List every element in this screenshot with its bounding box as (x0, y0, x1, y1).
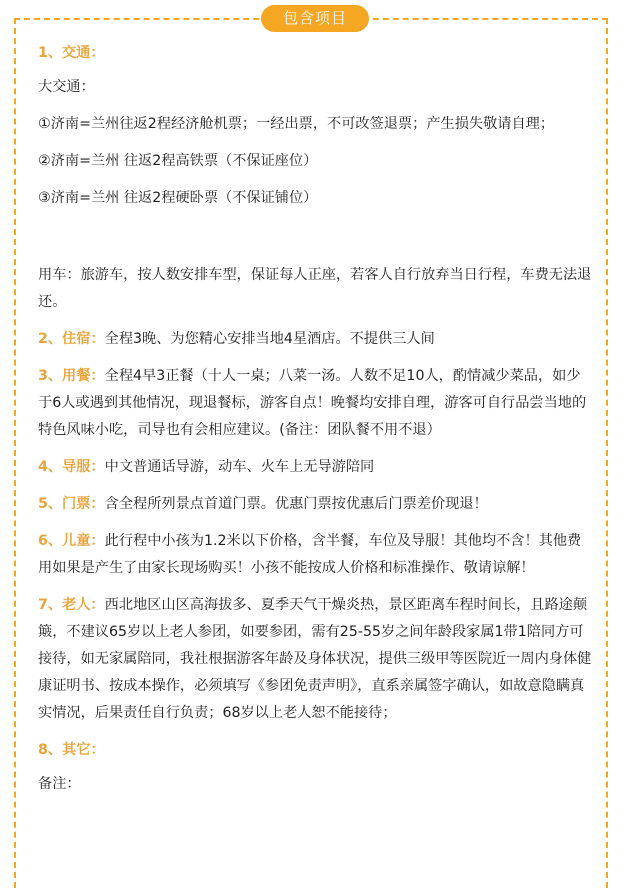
child-text: 此行程中小孩为1.2米以下价格，含半餐，车位及导服！其他均不含！其他费用如果是产生了由家长现场购买！小孩不能按成人价格和标准操作、敬请谅解！ (38, 533, 582, 576)
child-row (38, 528, 593, 582)
other-note: 备注： (38, 776, 81, 792)
included-items-content (38, 40, 593, 798)
traffic-item-3: ③济南=兰州 往返2程硬卧票（不保证铺位） (38, 190, 318, 206)
hotel-row (38, 326, 593, 353)
hotel-label: 2、住宿： (38, 331, 105, 347)
traffic-car: 用车：旅游车，按人数安排车型，保证每人正座，若客人自行放弃当日行程，车费无法退还。 (38, 267, 592, 310)
section-header-pill: 包含项目 (261, 5, 369, 32)
guide-row (38, 454, 593, 481)
traffic-item-2: ②济南=兰州 往返2程高铁票（不保证座位） (38, 153, 318, 169)
ticket-label: 5、门票： (38, 496, 105, 512)
elder-label: 7、老人： (38, 597, 105, 613)
meal-label: 3、用餐： (38, 368, 105, 384)
child-label: 6、儿童： (38, 533, 105, 549)
elder-row (38, 592, 593, 727)
other-heading: 8、其它： (38, 742, 105, 758)
meal-text: 全程4早3正餐（十人一桌；八菜一汤。人数不足10人，酌情减少菜品，如少于6人或遇到其他情况，现退餐标，游客自点！晚餐均安排自理，游客可自行品尝当地的特色风味小吃，司导也有会相应建议。(备注：团队餐不用不退） (38, 368, 587, 438)
elder-text: 西北地区山区高海拔多、夏季天气干燥炎热，景区距离车程时间长，且路途颠簸，不建议65岁以上老人参团，如要参团，需有25-55岁之间年龄段家属1带1陪同方可接待，如无家属陪同，我社根据游客年龄及身体状况，提供三级甲等医院近一周内身体健康证明书、按成本操作，必须填写《参团免责声明》，直系亲属签字确认，如故意隐瞒真实情况，后果责任自行负责；68岁以上老人恕不能接待； (38, 597, 592, 721)
traffic-item-1: ①济南=兰州往返2程经济舱机票；一经出票，不可改签退票；产生损失敬请自理； (38, 116, 555, 132)
guide-text: 中文普通话导游，动车、火车上无导游陪同 (104, 459, 375, 475)
ticket-row (38, 491, 593, 518)
guide-label: 4、导服： (38, 459, 105, 475)
traffic-heading: 1、交通： (38, 45, 105, 61)
hotel-text: 全程3晚、为您精心安排当地4星酒店。不提供三人间 (104, 331, 435, 347)
meal-row (38, 363, 593, 444)
traffic-sub: 大交通： (38, 79, 95, 95)
ticket-text: 含全程所列景点首道门票。优惠门票按优惠后门票差价现退！ (104, 496, 488, 512)
